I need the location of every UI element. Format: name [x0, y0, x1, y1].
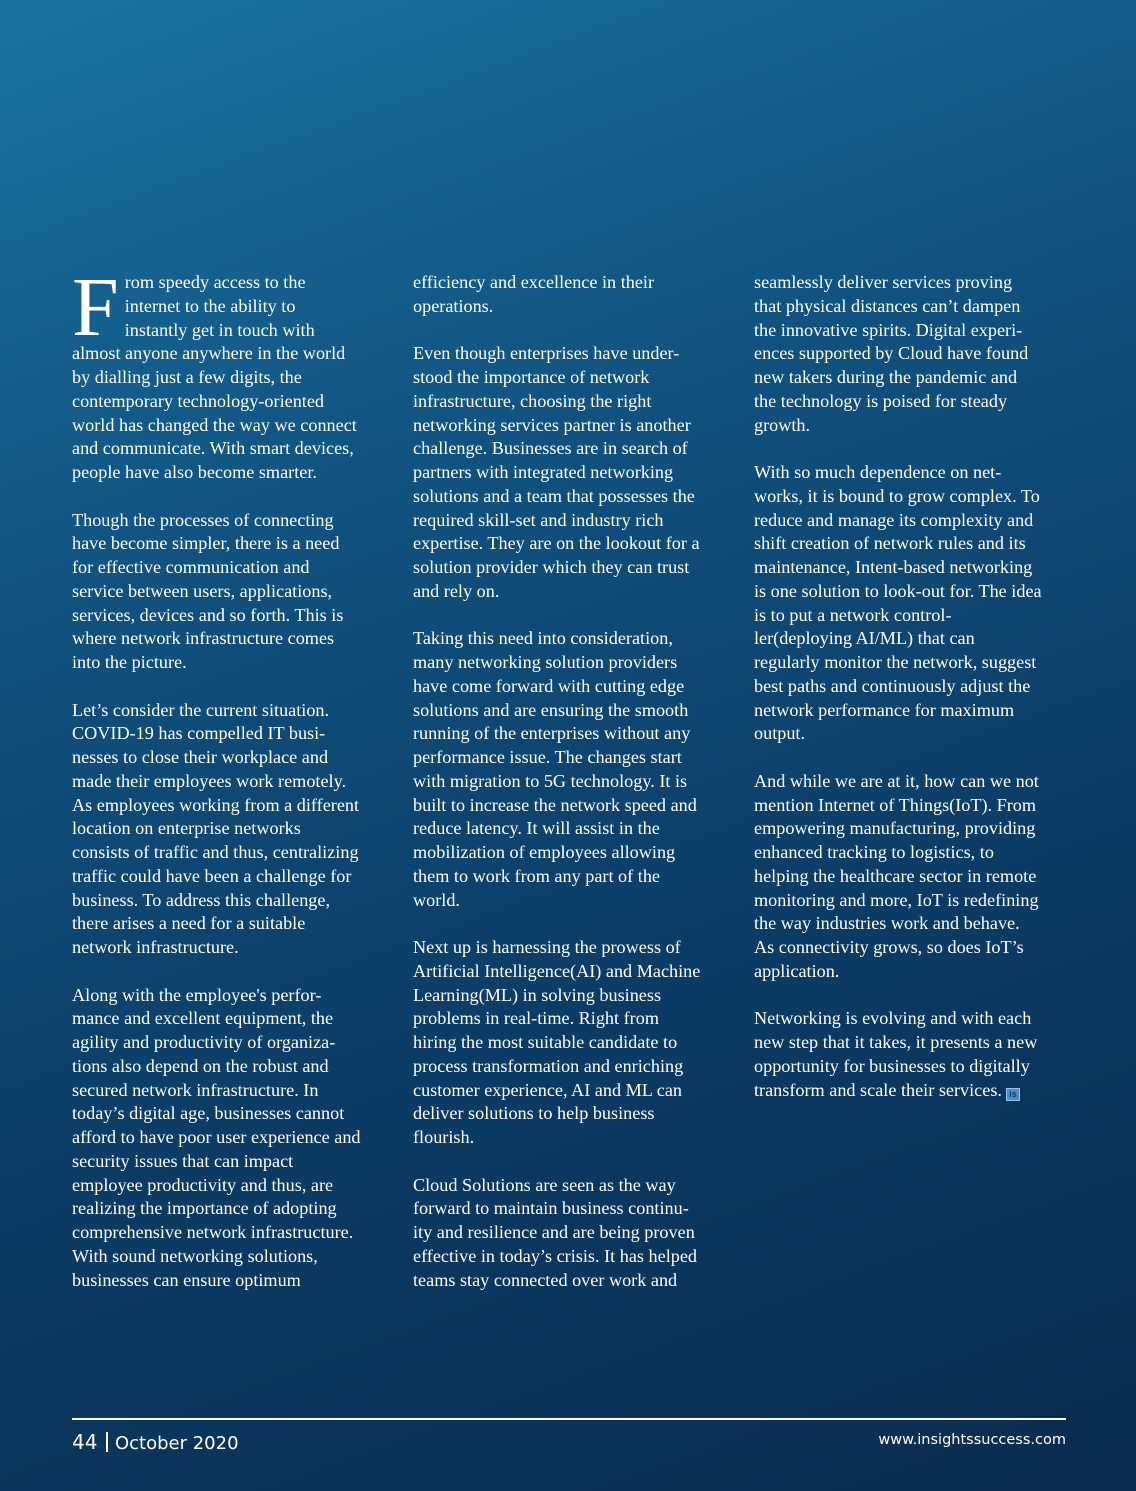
- paragraph: Along with the employee's perfor- mance and excellent equipment, the agility and productivity of organiza- tions also depend on the robust and secured network infrastructure. In today’s digital age, businesses cannot afford to have poor user experience and security issues that can impact employee productivity and thus, are realizing the importance of adopting comprehensive network infrastructure. With sound networking solutions, businesses can ensure optimum: [72, 984, 361, 1290]
- drop-cap: F: [72, 261, 119, 354]
- footer-separator: [106, 1432, 108, 1452]
- paragraph: With so much dependence on net- works, it is bound to grow complex. To reduce and manage its complexity and shift creation of network rules and its maintenance, Intent-based networking is one solution to look-out for. The idea is to put a network control- ler(deploying AI/ML) that can regularly monitor the network, suggest best paths and continuously adjust the network performance for maximum output.: [754, 462, 1042, 744]
- paragraph: seamlessly deliver services proving that physical distances can’t dampen the innovative spirits. Digital experi- ences supported by Cloud have found new takers during the pandemic and the technology is poised for steady growth.: [754, 272, 1029, 435]
- paragraph: Taking this need into consideration, many networking solution providers have come forward with cutting edge solutions and are ensuring the smooth running of the enterprises without any performance issue. The changes start with migration to 5G technology. It is built to increase the network speed and reduce latency. It will assist in the mobilization of employees allowing them to work from any part of the world.: [413, 628, 697, 910]
- paragraph: And while we are at it, how can we not mention Internet of Things(IoT). From empowering manufacturing, providing enhanced tracking to logistics, to helping the healthcare sector in remote monitoring and more, IoT is redefining the way industries work and behave. As connectivity grows, so does IoT’s application.: [754, 770, 1039, 981]
- article-column-3: [754, 271, 1070, 1102]
- paragraph: efficiency and excellence in their operations.: [413, 272, 655, 316]
- paragraph: [754, 1007, 1070, 1102]
- article-column-2: [413, 271, 729, 1292]
- website-url: www.insightssuccess.com: [878, 1432, 1066, 1448]
- paragraph-text: Networking is evolving and with each new step that it takes, it presents a new opportunity for businesses to digitally transform and scale their services.: [754, 1008, 1038, 1100]
- footer-divider: [72, 1418, 1066, 1420]
- paragraph: Even though enterprises have under- stood the importance of network infrastructure, choosing the right networking services partner is another challenge. Businesses are in search of partners with integrated networking solutions and a team that possesses the required skill-set and industry rich expertise. They are on the lookout for a solution provider which they can trust and rely on.: [413, 343, 700, 601]
- article-column-1: [72, 261, 388, 1292]
- paragraph: Let’s consider the current situation. COVID-19 has compelled IT busi- nesses to close their workplace and made their employees work remotely. As employees working from a different location on enterprise networks consists of traffic and thus, centralizing traffic could have been a challenge for business. To address this challenge, there arises a need for a suitable network infrastructure.: [72, 699, 360, 957]
- square-end-mark-icon: is: [1006, 1088, 1020, 1101]
- paragraph: Though the processes of connecting have become simpler, there is a need for effective communication and service between users, applications, services, devices and so forth. This is where network infrastructure comes into the picture.: [72, 509, 344, 672]
- paragraph: [72, 261, 388, 485]
- issue-date: October 2020: [114, 1433, 239, 1454]
- paragraph-text: rom speedy access to the internet to the ability to instantly get in touch with almost anyone anywhere in the world by dialling just a few digits, the contemporary technology-oriented world has changed the way we connect and communicate. With smart devices, people have also become smarter.: [72, 272, 357, 482]
- page-footer: [72, 1430, 1066, 1454]
- paragraph: Cloud Solutions are seen as the way forward to maintain business continu- ity and resilience and are being proven effective in today’s crisis. It has helped teams stay connected over work and: [413, 1174, 698, 1290]
- paragraph: Next up is harnessing the prowess of Artificial Intelligence(AI) and Machine Learning(ML) in solving business problems in real-time. Right from hiring the most suitable candidate to process transformation and enriching customer experience, AI and ML can deliver solutions to help business flourish.: [413, 937, 701, 1147]
- page-number: 44: [72, 1430, 98, 1454]
